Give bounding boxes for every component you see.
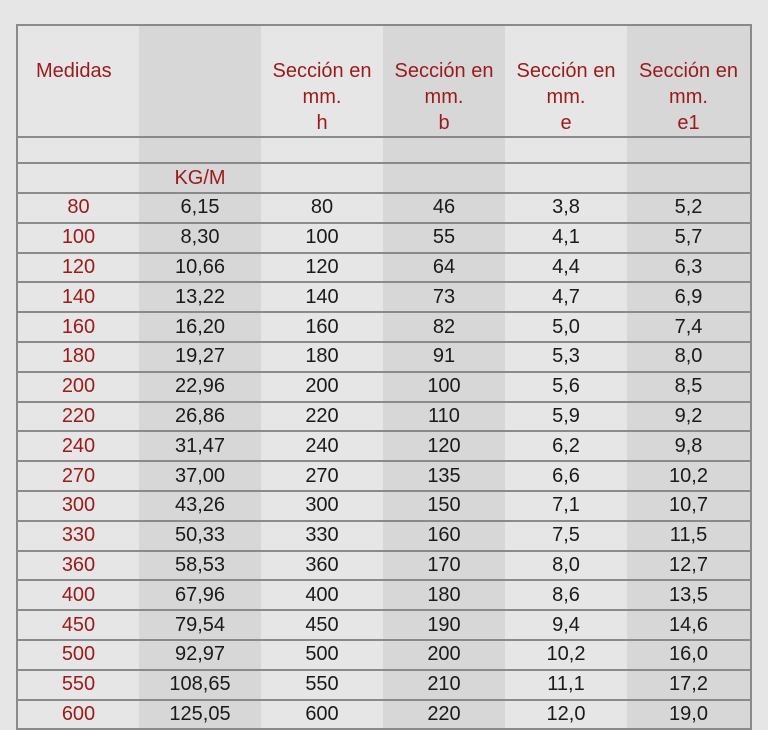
cell-e1: 6,3	[627, 253, 751, 283]
cell-e1: 9,2	[627, 402, 751, 432]
header-medidas	[17, 25, 139, 137]
cell-b: 91	[383, 342, 505, 372]
spacer-cell	[17, 137, 139, 163]
cell-b: 210	[383, 670, 505, 700]
table-row	[17, 402, 751, 432]
cell-e: 4,4	[505, 253, 627, 283]
cell-medida: 300	[17, 491, 139, 521]
spacer-cell	[505, 137, 627, 163]
cell-b: 190	[383, 610, 505, 640]
header-h-line2: mm.	[302, 86, 342, 108]
cell-medida: 450	[17, 610, 139, 640]
cell-e1: 5,7	[627, 223, 751, 253]
unit-kg-m-label: KG/M	[174, 166, 226, 189]
cell-medida: 120	[17, 253, 139, 283]
cell-kg-m: 108,65	[139, 670, 261, 700]
profile-table-container	[16, 24, 750, 730]
cell-h: 450	[261, 610, 383, 640]
cell-b: 180	[383, 580, 505, 610]
cell-medida: 550	[17, 670, 139, 700]
header-e1	[627, 25, 751, 137]
cell-b: 160	[383, 521, 505, 551]
spacer-row	[17, 137, 751, 163]
table-row	[17, 282, 751, 312]
header-row	[17, 25, 751, 137]
unit-cell	[627, 163, 751, 193]
cell-kg-m: 31,47	[139, 431, 261, 461]
cell-kg-m: 19,27	[139, 342, 261, 372]
cell-kg-m: 10,66	[139, 253, 261, 283]
cell-b: 46	[383, 193, 505, 223]
header-e1-line2: mm.	[669, 86, 708, 108]
table-row	[17, 431, 751, 461]
cell-kg-m: 13,22	[139, 282, 261, 312]
cell-kg-m: 26,86	[139, 402, 261, 432]
cell-b: 73	[383, 282, 505, 312]
cell-h: 220	[261, 402, 383, 432]
cell-kg-m: 16,20	[139, 312, 261, 342]
cell-b: 170	[383, 551, 505, 581]
table-row	[17, 580, 751, 610]
cell-b: 82	[383, 312, 505, 342]
cell-e1: 10,2	[627, 461, 751, 491]
cell-e: 5,3	[505, 342, 627, 372]
cell-kg-m: 79,54	[139, 610, 261, 640]
unit-cell	[505, 163, 627, 193]
cell-b: 64	[383, 253, 505, 283]
cell-h: 500	[261, 640, 383, 670]
cell-h: 330	[261, 521, 383, 551]
cell-e: 8,6	[505, 580, 627, 610]
cell-kg-m: 6,15	[139, 193, 261, 223]
cell-e1: 19,0	[627, 700, 751, 730]
steel-profile-table	[16, 24, 752, 730]
spacer-cell	[139, 137, 261, 163]
cell-medida: 200	[17, 372, 139, 402]
cell-h: 120	[261, 253, 383, 283]
cell-h: 270	[261, 461, 383, 491]
cell-e1: 10,7	[627, 491, 751, 521]
table-row	[17, 372, 751, 402]
cell-e: 7,1	[505, 491, 627, 521]
cell-e: 7,5	[505, 521, 627, 551]
cell-medida: 220	[17, 402, 139, 432]
cell-medida: 360	[17, 551, 139, 581]
cell-e1: 9,8	[627, 431, 751, 461]
table-row	[17, 491, 751, 521]
cell-e1: 8,0	[627, 342, 751, 372]
cell-kg-m: 43,26	[139, 491, 261, 521]
cell-e1: 12,7	[627, 551, 751, 581]
cell-b: 55	[383, 223, 505, 253]
cell-medida: 180	[17, 342, 139, 372]
cell-h: 360	[261, 551, 383, 581]
cell-kg-m: 92,97	[139, 640, 261, 670]
unit-cell	[261, 163, 383, 193]
header-e-line1: Sección en	[516, 60, 616, 82]
cell-b: 200	[383, 640, 505, 670]
table-row	[17, 223, 751, 253]
header-e1-line3: e1	[677, 112, 700, 134]
cell-kg-m: 37,00	[139, 461, 261, 491]
header-b	[383, 25, 505, 137]
cell-e: 3,8	[505, 193, 627, 223]
cell-e: 12,0	[505, 700, 627, 730]
cell-medida: 160	[17, 312, 139, 342]
cell-medida: 500	[17, 640, 139, 670]
cell-e: 10,2	[505, 640, 627, 670]
cell-e: 8,0	[505, 551, 627, 581]
header-e1-line1: Sección en	[639, 60, 738, 82]
table-row	[17, 193, 751, 223]
cell-h: 600	[261, 700, 383, 730]
cell-h: 300	[261, 491, 383, 521]
cell-medida: 270	[17, 461, 139, 491]
cell-h: 180	[261, 342, 383, 372]
cell-h: 100	[261, 223, 383, 253]
cell-e1: 11,5	[627, 521, 751, 551]
cell-medida: 80	[17, 193, 139, 223]
header-h-line1: Sección en	[272, 60, 372, 82]
spacer-cell	[383, 137, 505, 163]
cell-e1: 8,5	[627, 372, 751, 402]
header-h-line3: h	[316, 112, 328, 134]
cell-kg-m: 58,53	[139, 551, 261, 581]
table-row	[17, 610, 751, 640]
cell-e1: 6,9	[627, 282, 751, 312]
cell-e: 5,0	[505, 312, 627, 342]
cell-e: 5,9	[505, 402, 627, 432]
cell-e1: 13,5	[627, 580, 751, 610]
cell-e: 5,6	[505, 372, 627, 402]
header-b-line1: Sección en	[394, 60, 494, 82]
cell-kg-m: 50,33	[139, 521, 261, 551]
header-blank	[139, 25, 261, 137]
cell-kg-m: 125,05	[139, 700, 261, 730]
table-row	[17, 461, 751, 491]
cell-e1: 16,0	[627, 640, 751, 670]
cell-b: 150	[383, 491, 505, 521]
cell-b: 135	[383, 461, 505, 491]
table-row	[17, 521, 751, 551]
header-e	[505, 25, 627, 137]
cell-b: 100	[383, 372, 505, 402]
cell-medida: 240	[17, 431, 139, 461]
table-row	[17, 253, 751, 283]
header-b-line3: b	[438, 112, 450, 134]
header-e-line2: mm.	[546, 86, 586, 108]
cell-medida: 330	[17, 521, 139, 551]
cell-e1: 14,6	[627, 610, 751, 640]
header-b-line2: mm.	[424, 86, 464, 108]
cell-e: 9,4	[505, 610, 627, 640]
cell-medida: 600	[17, 700, 139, 730]
cell-medida: 400	[17, 580, 139, 610]
table-row	[17, 551, 751, 581]
unit-cell	[17, 163, 139, 193]
cell-e: 6,6	[505, 461, 627, 491]
cell-e: 4,7	[505, 282, 627, 312]
cell-kg-m: 22,96	[139, 372, 261, 402]
unit-kg-m	[139, 163, 261, 193]
table-row	[17, 640, 751, 670]
cell-h: 400	[261, 580, 383, 610]
cell-h: 80	[261, 193, 383, 223]
table-row	[17, 670, 751, 700]
spacer-cell	[261, 137, 383, 163]
cell-e: 4,1	[505, 223, 627, 253]
cell-kg-m: 8,30	[139, 223, 261, 253]
cell-medida: 140	[17, 282, 139, 312]
table-row	[17, 342, 751, 372]
cell-b: 220	[383, 700, 505, 730]
header-h	[261, 25, 383, 137]
cell-e: 6,2	[505, 431, 627, 461]
cell-h: 240	[261, 431, 383, 461]
cell-h: 160	[261, 312, 383, 342]
cell-h: 200	[261, 372, 383, 402]
cell-h: 550	[261, 670, 383, 700]
cell-e1: 5,2	[627, 193, 751, 223]
unit-row	[17, 163, 751, 193]
cell-b: 110	[383, 402, 505, 432]
unit-cell	[383, 163, 505, 193]
cell-h: 140	[261, 282, 383, 312]
cell-e1: 7,4	[627, 312, 751, 342]
header-medidas-label: Medidas	[36, 60, 112, 82]
cell-e1: 17,2	[627, 670, 751, 700]
table-row	[17, 312, 751, 342]
spacer-cell	[627, 137, 751, 163]
cell-b: 120	[383, 431, 505, 461]
cell-medida: 100	[17, 223, 139, 253]
cell-e: 11,1	[505, 670, 627, 700]
table-row	[17, 700, 751, 730]
header-e-line3: e	[560, 112, 572, 134]
cell-kg-m: 67,96	[139, 580, 261, 610]
